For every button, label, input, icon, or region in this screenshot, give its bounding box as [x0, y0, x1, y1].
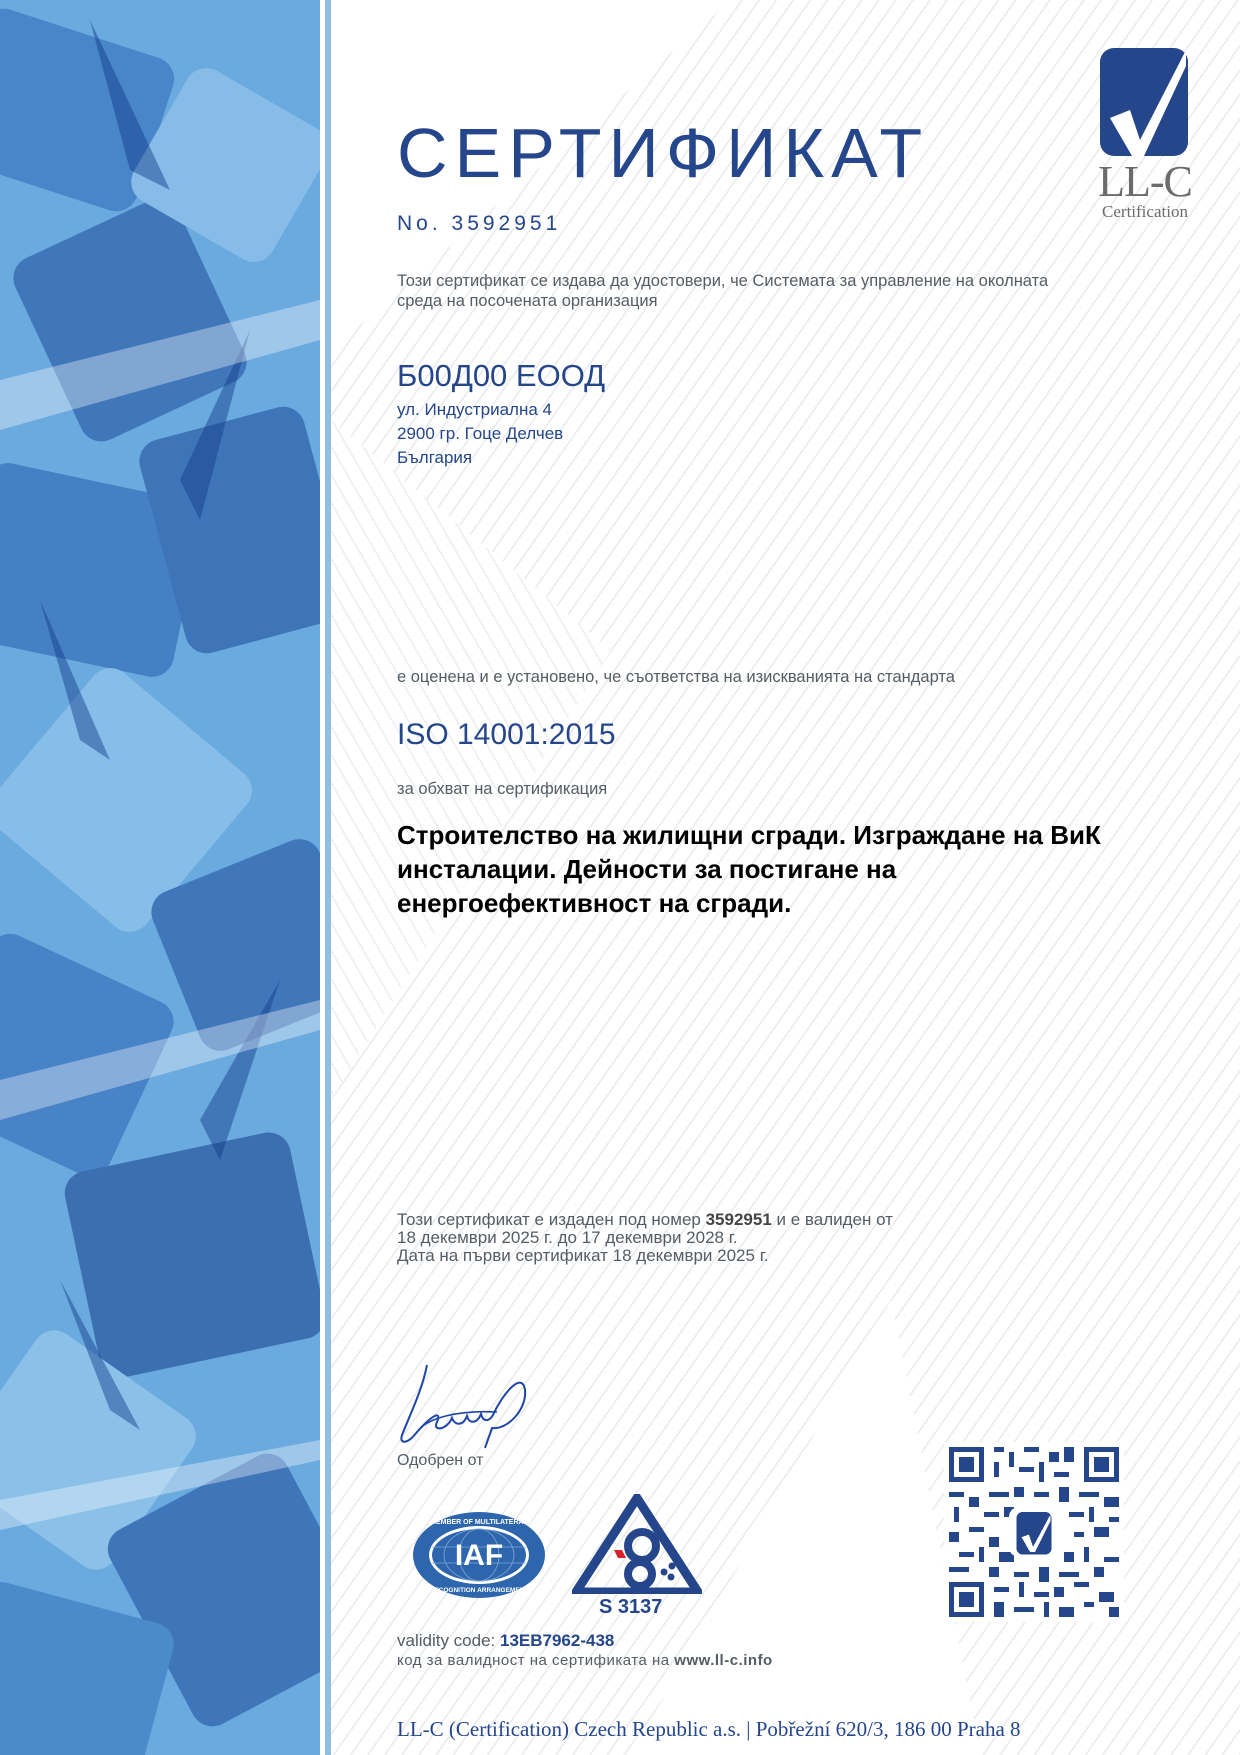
website-link[interactable]: www.ll-c.info	[674, 1652, 773, 1669]
brand-subtitle: Certification	[1102, 202, 1188, 221]
scope-label: за обхват на сертификация	[397, 780, 608, 798]
standard-name: ISO 14001:2015	[397, 718, 616, 751]
aba-code: S 3137	[599, 1596, 663, 1618]
svg-text:IAF: IAF	[454, 1539, 504, 1572]
panel-accent-strip	[325, 0, 331, 1755]
brand-name: LL-C	[1098, 157, 1192, 206]
signature-icon	[397, 1360, 537, 1450]
issued-line-2: 18 декември 2025 г. до 17 декември 2028 г.	[397, 1228, 738, 1247]
address-street: ул. Индустриална 4	[397, 400, 552, 419]
validity-code-instructions: код за валидност на сертификата на www.ll-c.info	[397, 1652, 773, 1669]
iaf-logo-icon	[412, 1510, 547, 1600]
svg-text:MEMBER OF MULTILATERAL: MEMBER OF MULTILATERAL	[430, 1519, 528, 1526]
aba-accreditation-logo-icon	[572, 1494, 702, 1594]
llc-check-logo-icon	[1100, 48, 1190, 158]
certificate-number: No. 3592951	[397, 212, 562, 235]
validity-code: validity code: 13EB7962-438	[397, 1631, 615, 1650]
decorative-blue-panel	[0, 0, 320, 1755]
organization-address	[397, 398, 563, 470]
svg-text:RECOGNITION ARRANGEMENT: RECOGNITION ARRANGEMENT	[429, 1587, 529, 1594]
validity-code-value: 13EB7962-438	[500, 1631, 615, 1650]
certificate-title: СЕРТИФИКАТ	[397, 114, 930, 192]
issued-line-1: Този сертификат е издаден под номер 3592951 и е валиден от	[397, 1210, 893, 1229]
assessment-statement: е оценена и е установено, че съответства на изискванията на стандарта	[397, 668, 955, 686]
organization-name: Б00Д00 ЕООД	[397, 358, 606, 393]
approved-by-label: Одобрен от	[397, 1452, 484, 1469]
issuer-address-footer: LL-C (Certification) Czech Republic a.s. | Pobřežní 620/3, 186 00 Praha 8	[397, 1717, 1021, 1741]
intro-statement: Този сертификат се издава да удостовери, че Системата за управление на околната среда на посочената организация	[397, 272, 1049, 310]
issued-line-3: Дата на първи сертификат 18 декември 2025 г.	[397, 1246, 769, 1265]
issued-number: 3592951	[705, 1210, 772, 1229]
validity-period	[397, 1211, 1097, 1265]
qr-code-icon[interactable]	[944, 1442, 1124, 1622]
address-country: България	[397, 448, 473, 467]
llc-brand-text	[1095, 157, 1195, 222]
address-city: 2900 гр. Гоце Делчев	[397, 424, 564, 443]
certification-scope: Строителство на жилищни сгради. Изграждане на ВиК инсталации. Дейности за постигане на енергоефективност на сгради.	[397, 820, 1101, 918]
